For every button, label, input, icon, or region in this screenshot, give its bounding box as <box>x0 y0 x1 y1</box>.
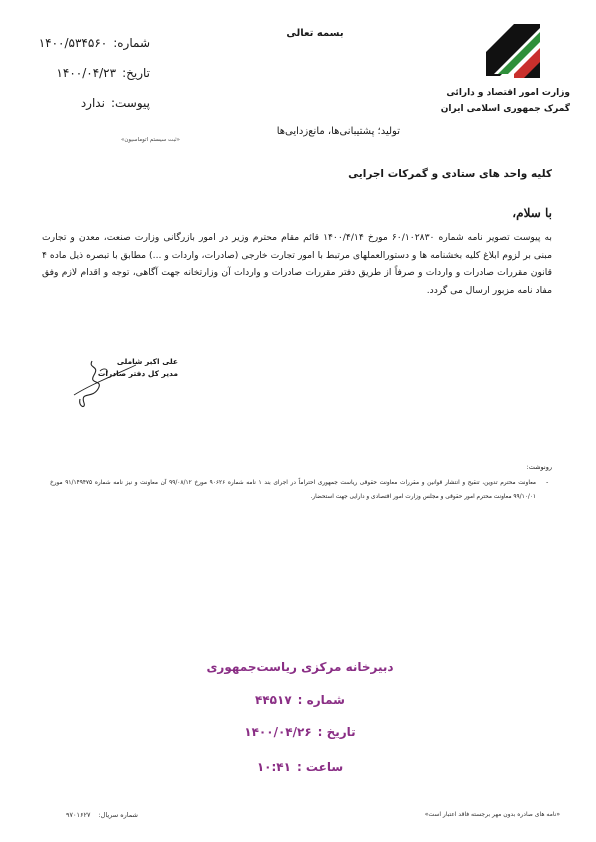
stamp-number-label: شماره : <box>297 693 345 707</box>
customs-logo-icon <box>484 22 542 80</box>
stamp-time <box>150 760 450 774</box>
basmala: بسمه تعالی <box>286 28 344 39</box>
signer-name: علی اکبر شاملی <box>116 357 178 366</box>
letter-body: به پیوست تصویر نامه شماره ۶۰/۱۰۲۸۳۰ مورخ ۱۴۰۰/۴/۱۴ قائم مقام محترم وزیر در امور بازرگانی وزارت صنعت، معدن و تجارت مبنی بر لزوم ابلاغ کلیه بخشنامه ها و دستورالعملهای مرتبط با امور تجارت خارجی (صادرات، واردات و ...) مطابق با تبصره ذیل ماده ۴ قانون مقررات صادرات و واردات و صرفاً از طریق دفتر مقررات صادرات و واردات آن وزارتخانه جهت آگاهی، توجه و اقدام لازم وفق مفاد نامه مزبور ارسال می گردد. <box>42 232 552 296</box>
stamp-date <box>150 725 450 739</box>
customs-name: گمرک جمهوری اسلامی ایران <box>440 104 570 114</box>
stamp-office: دبیرخانه مرکزی ریاست‌جمهوری <box>206 660 394 674</box>
cc-title: رونوشت: <box>526 463 552 471</box>
serial-label: شماره سریال: <box>98 811 138 819</box>
letter-attachment <box>20 96 150 110</box>
footer-note: «نامه های صادره بدون مهر برجسته فاقد اعتبار است» <box>424 811 560 818</box>
system-note: «ثبت سیستم اتوماسیون» <box>121 137 180 143</box>
stamp-date-value: ۱۴۰۰/۰۴/۲۶ <box>244 725 312 739</box>
letter-number <box>20 36 150 50</box>
signer-title: مدیر کل دفتر صادرات <box>97 369 178 378</box>
cc-bullet: - <box>546 478 549 486</box>
letter-attachment-label: پیوست: <box>110 96 150 110</box>
stamp-time-value: ۱۰:۴۱ <box>256 760 291 774</box>
serial-value: ۹۷۰۱۶۲۷ <box>66 811 91 819</box>
subject-line: تولید؛ پشتیبانی‌ها، مانع‌زدایی‌ها <box>276 126 400 137</box>
stamp-time-label: ساعت : <box>296 760 344 774</box>
footer-serial <box>62 811 192 819</box>
stamp-date-label: تاریخ : <box>317 725 356 739</box>
greeting: با سلام، <box>512 206 552 220</box>
letter-date <box>20 66 150 80</box>
letter-attachment-value: ندارد <box>80 96 105 110</box>
letter-date-label: تاریخ: <box>122 66 150 80</box>
ministry-name: وزارت امور اقتصاد و دارائی <box>446 88 570 98</box>
cc-text: معاونت محترم تدوین، تنقیح و انتشار قوانین و مقررات معاونت حقوقی ریاست جمهوری احتراماً در اجرای بند ۱ نامه شماره ۹۰۶۲۶ مورخ ۹۹/۰۸/۱۲ آن معاونت و نیز نامه شماره ۹۱/۱۴۹۴۷۵ مورخ ۹۹/۱۰/۰۱ معاونت محترم امور حقوقی و مجلس وزارت امور اقتصادی و دارایی جهت استحضار. <box>50 480 537 500</box>
stamp-number-value: ۴۴۵۱۷ <box>255 693 292 707</box>
stamp-number <box>150 693 450 707</box>
addressee: کلیه واحد های ستادی و گمرکات اجرایی <box>348 168 552 180</box>
letter-number-label: شماره: <box>113 36 150 50</box>
letter-number-value: ۱۴۰۰/۵۳۴۵۶۰ <box>38 36 108 50</box>
letter-date-value: ۱۴۰۰/۰۴/۲۳ <box>56 66 117 80</box>
